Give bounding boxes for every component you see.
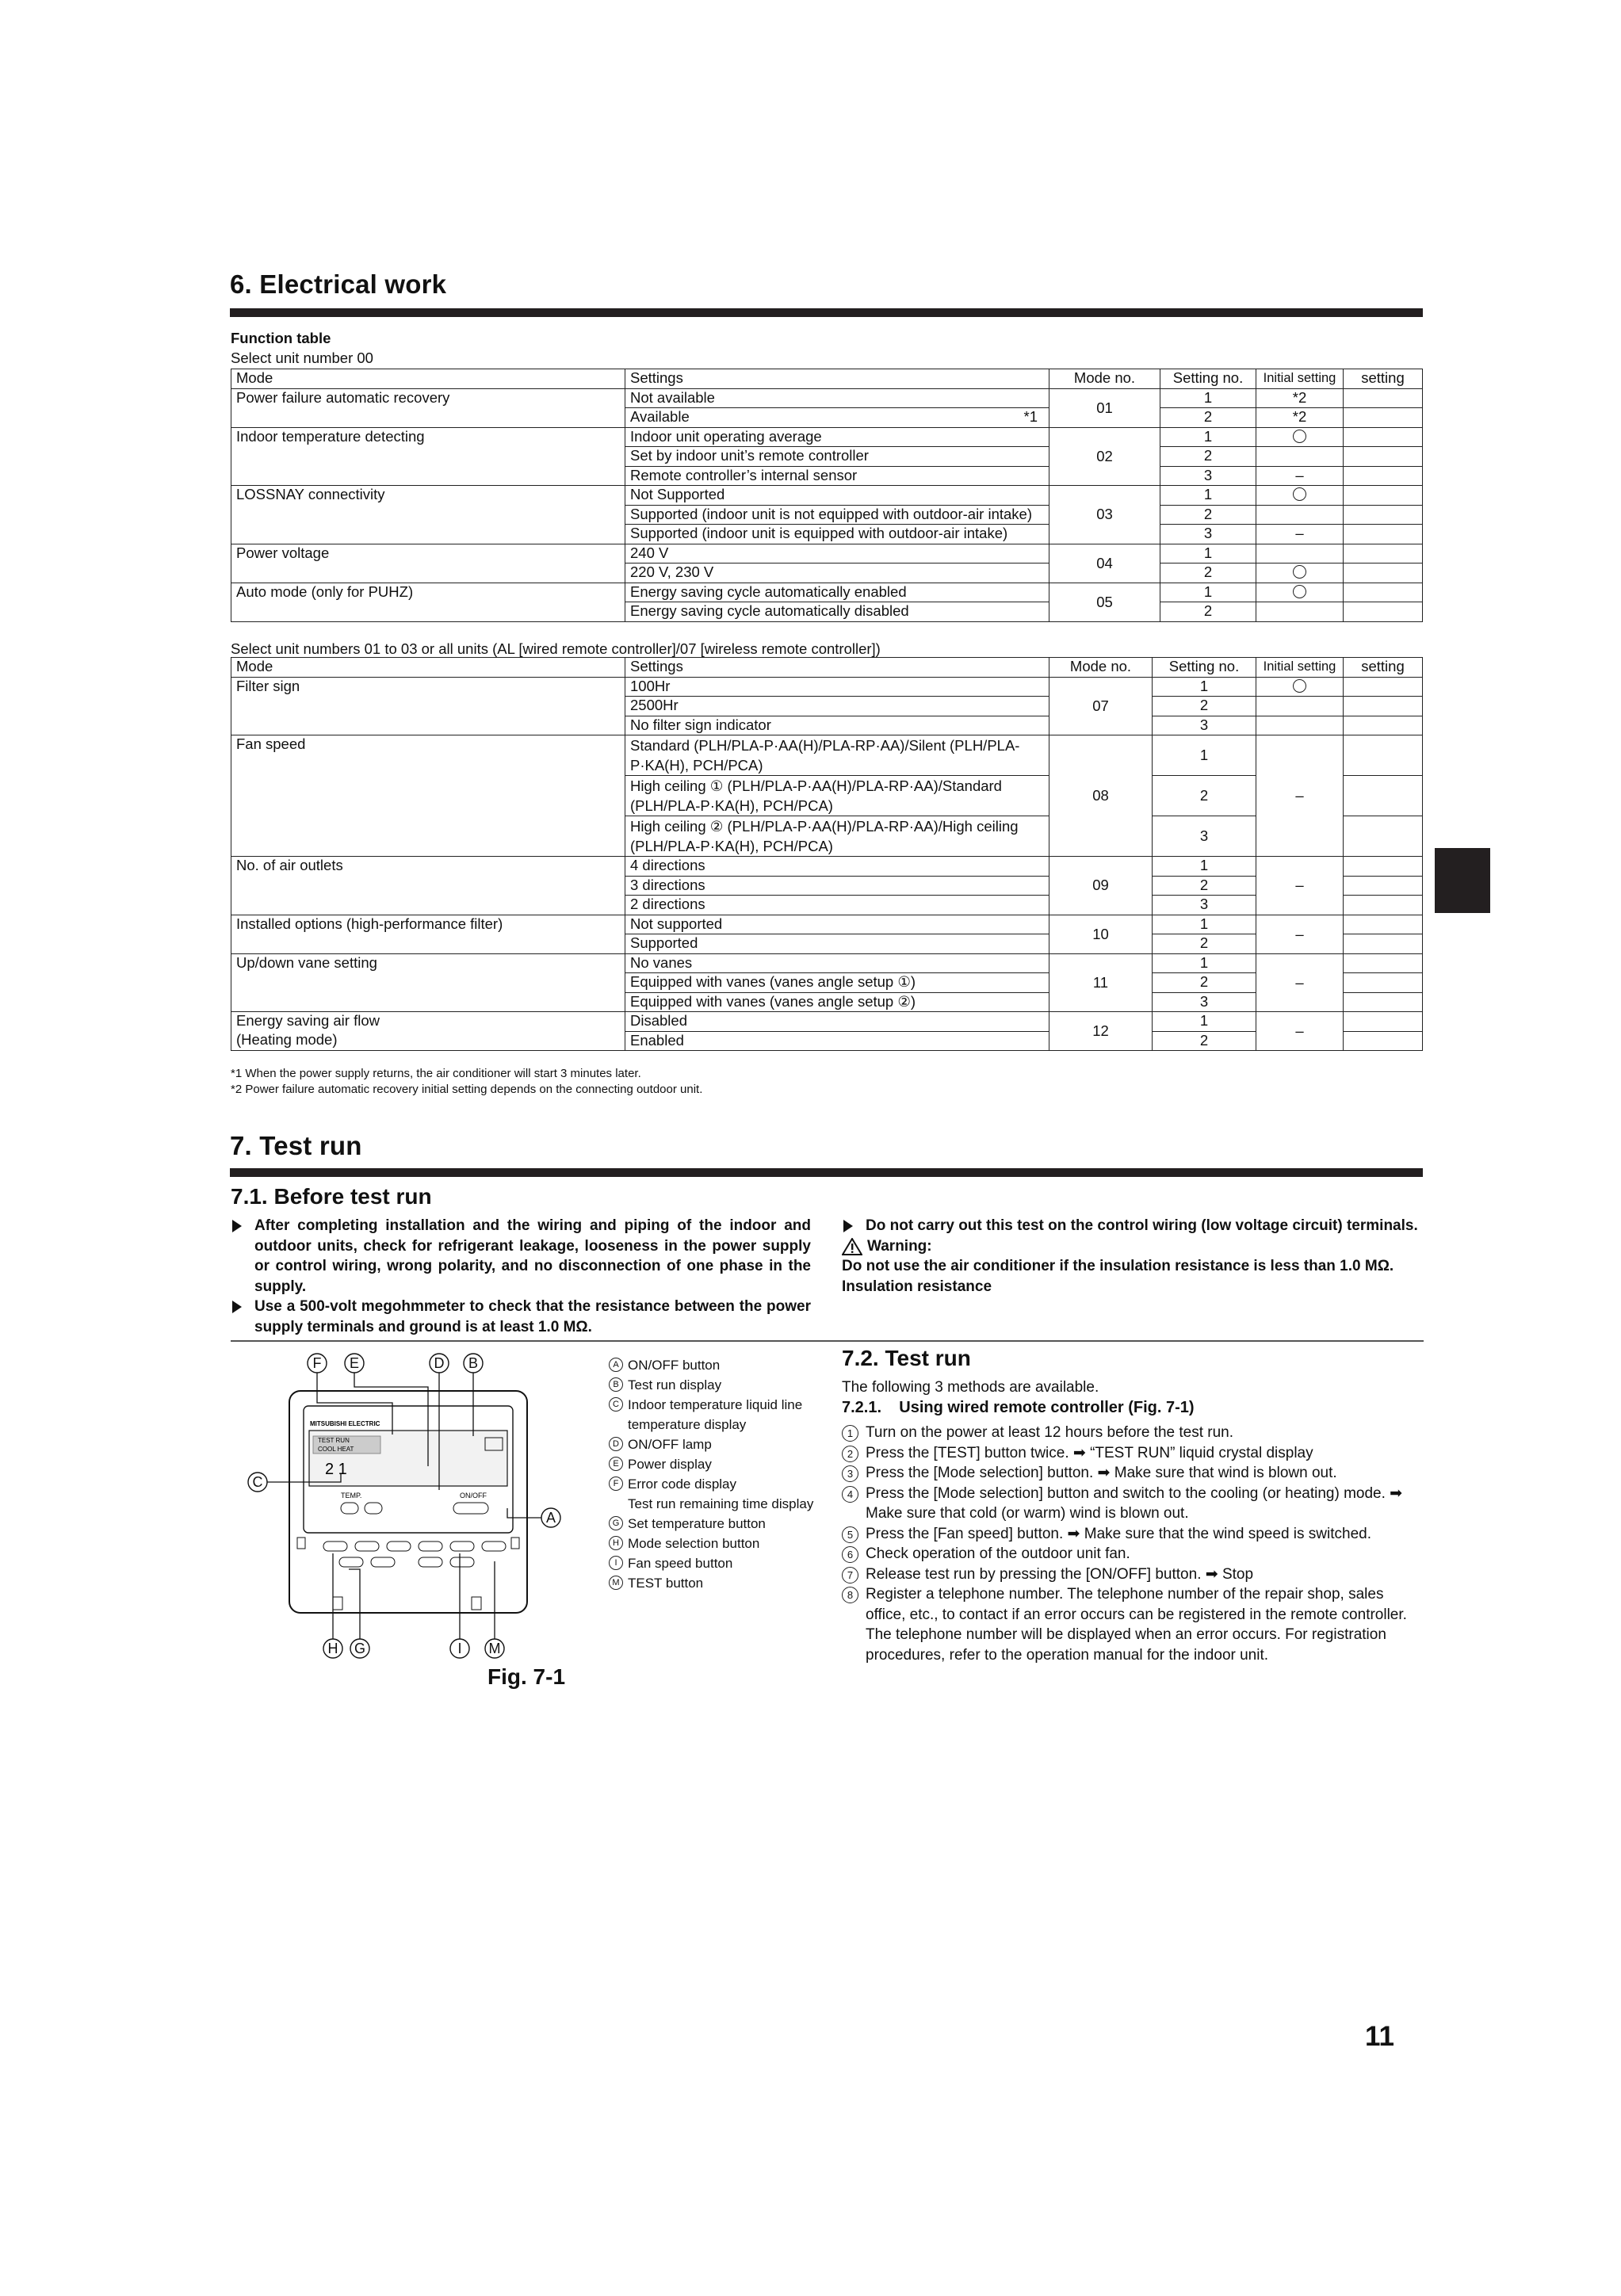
setting-cell [1344, 776, 1423, 816]
divider [231, 1340, 1424, 1342]
mode-cell [231, 896, 625, 915]
header-setting: setting [1344, 658, 1423, 678]
setting-no-cell: 1 [1153, 857, 1256, 877]
mode-cell [231, 505, 625, 525]
initial-setting-circle-icon [1293, 430, 1306, 443]
settings-cell: Enabled [625, 1031, 1049, 1051]
step-number: 5 [842, 1526, 858, 1543]
mode-cell [231, 992, 625, 1012]
initial-setting-circle-icon [1293, 679, 1306, 693]
setting-no-cell: 3 [1153, 816, 1256, 857]
table-row [231, 857, 1423, 877]
callout-e: E [349, 1355, 360, 1371]
table-row [231, 602, 1423, 622]
settings-cell: Available *1 [625, 408, 1049, 428]
brand-label: MITSUBISHI ELECTRIC [310, 1420, 380, 1427]
table-row [231, 716, 1423, 735]
setting-cell [1344, 525, 1423, 544]
mode-cell: Indoor temperature detecting [231, 427, 625, 447]
legend-item: F Error code display [609, 1474, 815, 1494]
header-mode-no: Mode no. [1049, 369, 1160, 389]
mode-cell [231, 525, 625, 544]
settings-cell: Not Supported [625, 486, 1049, 506]
table-row [231, 427, 1423, 447]
mode-cell: Energy saving air flow [231, 1012, 625, 1032]
table-row [231, 896, 1423, 915]
mode-no-cell: 12 [1049, 1012, 1153, 1051]
setting-no-cell: 2 [1153, 697, 1256, 716]
initial-setting-cell: – [1256, 915, 1344, 953]
setting-no-cell: 3 [1153, 992, 1256, 1012]
mode-cell: Filter sign [231, 677, 625, 697]
table-row [231, 408, 1423, 428]
mode-cell: Power failure automatic recovery [231, 388, 625, 408]
header-setting-no: Setting no. [1160, 369, 1256, 389]
function-table-1 [231, 369, 1423, 622]
callout-i: I [457, 1641, 462, 1656]
setting-no-cell: 3 [1160, 525, 1256, 544]
insulation-label: Insulation resistance [842, 1278, 992, 1295]
table-row [231, 447, 1423, 467]
legend-item: C Indoor temperature liquid line temperature display [609, 1395, 815, 1435]
warning-triangle-icon [842, 1238, 862, 1255]
setting-cell [1344, 544, 1423, 563]
setting-no-cell: 3 [1153, 716, 1256, 735]
legend-item: M TEST button [609, 1573, 815, 1593]
remote-controller-figure [246, 1347, 587, 1696]
step-number: 8 [842, 1587, 858, 1603]
legend-key: C [609, 1397, 623, 1412]
setting-no-cell: 1 [1153, 677, 1256, 697]
before-test-run-title: 7.1. Before test run [231, 1184, 432, 1209]
setting-cell [1344, 992, 1423, 1012]
initial-setting-cell [1256, 697, 1344, 716]
mode-cell [231, 876, 625, 896]
legend-item: E Power display [609, 1454, 815, 1474]
header-setting: setting [1344, 369, 1423, 389]
warning-text: Do not use the air conditioner if the insulation resistance is less than 1.0 MΩ. [842, 1258, 1394, 1274]
mode-no-cell: 04 [1049, 544, 1160, 583]
callout-c: C [252, 1474, 263, 1490]
settings-cell: 4 directions [625, 857, 1049, 877]
mode-no-cell: 08 [1049, 735, 1153, 857]
settings-cell: 240 V [625, 544, 1049, 563]
setting-cell [1344, 1031, 1423, 1051]
setting-no-cell: 1 [1153, 953, 1256, 973]
setting-cell [1344, 447, 1423, 467]
initial-setting-cell: *2 [1256, 408, 1344, 428]
setting-cell [1344, 583, 1423, 602]
section-7-title: 7. Test run [230, 1131, 362, 1160]
legend-key: A [609, 1358, 623, 1372]
step-number: 6 [842, 1546, 858, 1563]
table-row [231, 876, 1423, 896]
initial-setting-cell: – [1256, 525, 1344, 544]
setting-no-cell: 2 [1160, 447, 1256, 467]
initial-setting-cell [1256, 583, 1344, 602]
onoff-label: ON/OFF [460, 1492, 487, 1499]
setting-cell [1344, 876, 1423, 896]
initial-setting-cell [1256, 486, 1344, 506]
legend-item: H Mode selection button [609, 1534, 815, 1553]
temp-label: TEMP. [341, 1492, 362, 1499]
select-unit-00: Select unit number 00 [231, 350, 373, 366]
test-run-step: 4 Press the [Mode selection] button and switch to the cooling (or heating) mode. ➡ Make sure that cold (or warm) wind is blown out. [842, 1484, 1424, 1524]
setting-cell [1344, 388, 1423, 408]
settings-cell: 3 directions [625, 876, 1049, 896]
callout-g: G [354, 1641, 366, 1656]
test-run-steps [842, 1423, 1424, 1665]
mode-cell: Installed options (high-performance filter) [231, 915, 625, 934]
setting-no-cell: 1 [1153, 1012, 1256, 1032]
mode-no-cell: 05 [1049, 583, 1160, 621]
initial-setting-cell: – [1256, 1012, 1344, 1051]
table-row [231, 544, 1423, 563]
initial-setting-circle-icon [1293, 487, 1306, 501]
setting-cell [1344, 816, 1423, 857]
table-row [231, 1012, 1423, 1032]
function-table-2 [231, 657, 1423, 1051]
setting-no-cell: 1 [1153, 735, 1256, 776]
setting-no-cell: 2 [1160, 563, 1256, 583]
mode-no-cell: 10 [1049, 915, 1153, 953]
test-run-step: 1 Turn on the power at least 12 hours before the test run. [842, 1423, 1424, 1443]
legend-item: I Fan speed button [609, 1553, 815, 1573]
section-6-rule [230, 308, 1423, 317]
setting-cell [1344, 915, 1423, 934]
initial-setting-cell [1256, 427, 1344, 447]
setting-cell [1344, 563, 1423, 583]
setting-no-cell: 2 [1153, 776, 1256, 816]
table-row [231, 776, 1423, 816]
mode-cell: No. of air outlets [231, 857, 625, 877]
lcd-cool-heat: COOL HEAT [318, 1446, 354, 1453]
header-mode: Mode [231, 369, 625, 389]
setting-no-cell: 2 [1153, 876, 1256, 896]
table-row [231, 1031, 1423, 1051]
select-unit-01-03: Select unit numbers 01 to 03 or all units (AL [wired remote controller]/07 [wireless remote controller]) [231, 640, 881, 657]
table-row [231, 934, 1423, 954]
footnote-2: *2 Power failure automatic recovery initial setting depends on the connecting outdoor unit. [231, 1083, 703, 1096]
mode-cell [231, 776, 625, 816]
setting-no-cell: 1 [1160, 427, 1256, 447]
initial-setting-cell [1256, 563, 1344, 583]
bullet-arrow-icon [232, 1220, 242, 1232]
mode-cell [231, 973, 625, 993]
setting-cell [1344, 486, 1423, 506]
setting-no-cell: 2 [1153, 1031, 1256, 1051]
table-row [231, 973, 1423, 993]
table-row [231, 677, 1423, 697]
mode-cell [231, 716, 625, 735]
mode-cell: Power voltage [231, 544, 625, 563]
settings-cell: Disabled [625, 1012, 1049, 1032]
initial-setting-cell: – [1256, 466, 1344, 486]
bullet-item-2: Use a 500-volt megohmmeter to check that the resistance between the power supply terminals and ground is at least 1.0 MΩ. [231, 1297, 811, 1337]
callout-m: M [488, 1641, 501, 1656]
settings-cell: 100Hr [625, 677, 1049, 697]
initial-setting-cell [1256, 447, 1344, 467]
header-initial-setting: Initial setting [1256, 369, 1344, 389]
bullet-item-1: After completing installation and the wiring and piping of the indoor and outdoor units, check for refrigerant leakage, looseness in the power supply or control wiring, wrong polarity, and no disconnection of one phase in the supply. [231, 1216, 811, 1297]
settings-cell: Supported (indoor unit is not equipped with outdoor-air intake) [625, 505, 1049, 525]
mode-cell: (Heating mode) [231, 1031, 625, 1051]
setting-cell [1344, 505, 1423, 525]
header-settings: Settings [625, 369, 1049, 389]
section-6-title: 6. Electrical work [230, 269, 447, 299]
mode-no-cell: 02 [1049, 427, 1160, 486]
side-tab-marker [1435, 848, 1490, 913]
mode-cell: LOSSNAY connectivity [231, 486, 625, 506]
setting-no-cell: 2 [1160, 602, 1256, 622]
settings-cell: Set by indoor unit’s remote controller [625, 447, 1049, 467]
legend-key: F [609, 1477, 623, 1491]
setting-no-cell: 2 [1160, 505, 1256, 525]
table-row [231, 466, 1423, 486]
initial-setting-cell: – [1256, 735, 1344, 857]
mode-no-cell: 09 [1049, 857, 1153, 915]
section-7-rule [230, 1168, 1423, 1177]
settings-cell: 2500Hr [625, 697, 1049, 716]
setting-cell [1344, 466, 1423, 486]
remote-controller-drawing [246, 1347, 587, 1696]
initial-setting-cell [1256, 677, 1344, 697]
setting-cell [1344, 602, 1423, 622]
setting-no-cell: 2 [1153, 934, 1256, 954]
setting-no-cell: 2 [1153, 973, 1256, 993]
settings-cell: High ceiling ② (PLH/PLA-P·AA(H)/PLA-RP·AA)/High ceiling (PLH/PLA-P·KA(H), PCH/PCA) [625, 816, 1049, 857]
test-run-step: 6 Check operation of the outdoor unit fan. [842, 1544, 1424, 1564]
methods-text: The following 3 methods are available. [842, 1379, 1099, 1396]
setting-cell [1344, 677, 1423, 697]
setting-no-cell: 1 [1160, 583, 1256, 602]
initial-setting-circle-icon [1293, 565, 1306, 579]
table-row [231, 992, 1423, 1012]
header-mode-no: Mode no. [1049, 658, 1153, 678]
legend-key: E [609, 1457, 623, 1471]
setting-no-cell: 1 [1153, 915, 1256, 934]
callout-h: H [327, 1641, 338, 1656]
mode-cell [231, 563, 625, 583]
mode-no-cell: 01 [1049, 388, 1160, 427]
legend-key: I [609, 1556, 623, 1570]
step-number: 1 [842, 1425, 858, 1442]
callout-f: F [312, 1355, 322, 1371]
legend-item: G Set temperature button [609, 1514, 815, 1534]
mode-no-cell: 11 [1049, 953, 1153, 1012]
setting-no-cell: 1 [1160, 486, 1256, 506]
step-number: 2 [842, 1446, 858, 1462]
mode-no-cell: 07 [1049, 677, 1153, 735]
settings-cell: No vanes [625, 953, 1049, 973]
mode-cell: Up/down vane setting [231, 953, 625, 973]
legend-item: A ON/OFF button [609, 1355, 815, 1375]
legend-item: B Test run display [609, 1375, 815, 1395]
settings-cell: Energy saving cycle automatically disabled [625, 602, 1049, 622]
initial-setting-cell: – [1256, 953, 1344, 1012]
initial-setting-cell [1256, 505, 1344, 525]
before-test-run-list [231, 1216, 811, 1337]
settings-cell: Indoor unit operating average [625, 427, 1049, 447]
test-run-step: 5 Press the [Fan speed] button. ➡ Make sure that the wind speed is switched. [842, 1524, 1424, 1545]
mode-cell [231, 934, 625, 954]
setting-cell [1344, 857, 1423, 877]
table-row [231, 583, 1423, 602]
legend-item: D ON/OFF lamp [609, 1435, 815, 1454]
mode-cell: Fan speed [231, 735, 625, 776]
bullet-item-3: Do not carry out this test on the control wiring (low voltage circuit) terminals. [842, 1216, 1424, 1236]
setting-cell [1344, 408, 1423, 428]
test-run-step: 8 Register a telephone number. The telephone number of the repair shop, sales office, etc., to contact if an error occurs can be registered in the remote controller. The telephone number will be displayed when an error occurs. For registration procedures, refer to the operation manual for the indoor unit. [842, 1584, 1424, 1665]
function-table-label: Function table [231, 330, 331, 346]
setting-cell [1344, 934, 1423, 954]
mode-cell [231, 447, 625, 467]
callout-b: B [468, 1355, 479, 1371]
setting-no-cell: 2 [1160, 408, 1256, 428]
setting-cell [1344, 716, 1423, 735]
test-run-step: 7 Release test run by pressing the [ON/OFF] button. ➡ Stop [842, 1564, 1424, 1585]
header-mode: Mode [231, 658, 625, 678]
setting-cell [1344, 973, 1423, 993]
footnote-ref: *1 [1023, 408, 1038, 425]
svg-text:2 1: 2 1 [325, 1461, 347, 1478]
mode-no-cell: 03 [1049, 486, 1160, 544]
header-setting-no: Setting no. [1153, 658, 1256, 678]
initial-setting-cell: – [1256, 857, 1344, 915]
lcd-test-run: TEST RUN [318, 1437, 350, 1444]
mode-cell [231, 466, 625, 486]
initial-setting-cell [1256, 602, 1344, 622]
settings-cell: Supported [625, 934, 1049, 954]
table-row [231, 953, 1423, 973]
wired-remote-title: 7.2.1. Using wired remote controller (Fig. 7-1) [842, 1399, 1195, 1416]
setting-cell [1344, 427, 1423, 447]
mode-cell [231, 408, 625, 428]
table-row [231, 486, 1423, 506]
table-row [231, 525, 1423, 544]
initial-setting-cell [1256, 544, 1344, 563]
settings-cell: Supported (indoor unit is equipped with outdoor-air intake) [625, 525, 1049, 544]
setting-no-cell: 1 [1160, 388, 1256, 408]
callout-a: A [545, 1510, 556, 1526]
settings-cell: No filter sign indicator [625, 716, 1049, 735]
initial-setting-cell [1256, 716, 1344, 735]
setting-no-cell: 1 [1160, 544, 1256, 563]
setting-no-cell: 3 [1160, 466, 1256, 486]
settings-cell: Remote controller’s internal sensor [625, 466, 1049, 486]
test-run-step: 3 Press the [Mode selection] button. ➡ Make sure that wind is blown out. [842, 1463, 1424, 1484]
setting-no-cell: 3 [1153, 896, 1256, 915]
figure-caption: Fig. 7-1 [487, 1664, 566, 1689]
bullet-arrow-icon [232, 1301, 242, 1313]
settings-cell: Not available [625, 388, 1049, 408]
settings-cell: 220 V, 230 V [625, 563, 1049, 583]
table-row [231, 816, 1423, 857]
header-settings: Settings [625, 658, 1049, 678]
settings-cell: Standard (PLH/PLA-P·AA(H)/PLA-RP·AA)/Silent (PLH/PLA-P·KA(H), PCH/PCA) [625, 735, 1049, 776]
setting-cell [1344, 953, 1423, 973]
table-row [231, 735, 1423, 776]
legend-key: H [609, 1536, 623, 1550]
settings-cell: Equipped with vanes (vanes angle setup ②) [625, 992, 1049, 1012]
table-row [231, 697, 1423, 716]
initial-setting-circle-icon [1293, 585, 1306, 598]
legend-item: Test run remaining time display [628, 1496, 814, 1511]
mode-cell [231, 816, 625, 857]
test-caution-block [842, 1216, 1424, 1297]
header-initial-setting: Initial setting [1256, 658, 1344, 678]
settings-cell: Not supported [625, 915, 1049, 934]
settings-cell: 2 directions [625, 896, 1049, 915]
table-row [231, 915, 1423, 934]
mode-cell: Auto mode (only for PUHZ) [231, 583, 625, 602]
warning-heading: Warning: [842, 1236, 1424, 1257]
setting-cell [1344, 1012, 1423, 1032]
mode-cell [231, 697, 625, 716]
setting-cell [1344, 735, 1423, 776]
table-row [231, 388, 1423, 408]
step-number: 4 [842, 1486, 858, 1503]
test-run-title: 7.2. Test run [842, 1346, 971, 1370]
step-number: 7 [842, 1567, 858, 1584]
test-run-step: 2 Press the [TEST] button twice. ➡ “TEST RUN” liquid crystal display [842, 1443, 1424, 1464]
legend-key: D [609, 1437, 623, 1451]
setting-cell [1344, 697, 1423, 716]
callout-d: D [434, 1355, 445, 1371]
setting-cell [1344, 896, 1423, 915]
page-number: 11 [1365, 2021, 1394, 2052]
legend-key: G [609, 1516, 623, 1530]
settings-cell: Equipped with vanes (vanes angle setup ①) [625, 973, 1049, 993]
settings-cell: High ceiling ① (PLH/PLA-P·AA(H)/PLA-RP·AA)/Standard (PLH/PLA-P·KA(H), PCH/PCA) [625, 776, 1049, 816]
mode-cell [231, 602, 625, 622]
legend-key: B [609, 1377, 623, 1392]
table-row [231, 505, 1423, 525]
footnote-1: *1 When the power supply returns, the air conditioner will start 3 minutes later. [231, 1067, 641, 1080]
settings-cell: Energy saving cycle automatically enabled [625, 583, 1049, 602]
step-number: 3 [842, 1465, 858, 1482]
initial-setting-cell: *2 [1256, 388, 1344, 408]
figure-legend [609, 1355, 815, 1593]
table-row [231, 563, 1423, 583]
bullet-arrow-icon [843, 1220, 853, 1232]
legend-key: M [609, 1576, 623, 1590]
